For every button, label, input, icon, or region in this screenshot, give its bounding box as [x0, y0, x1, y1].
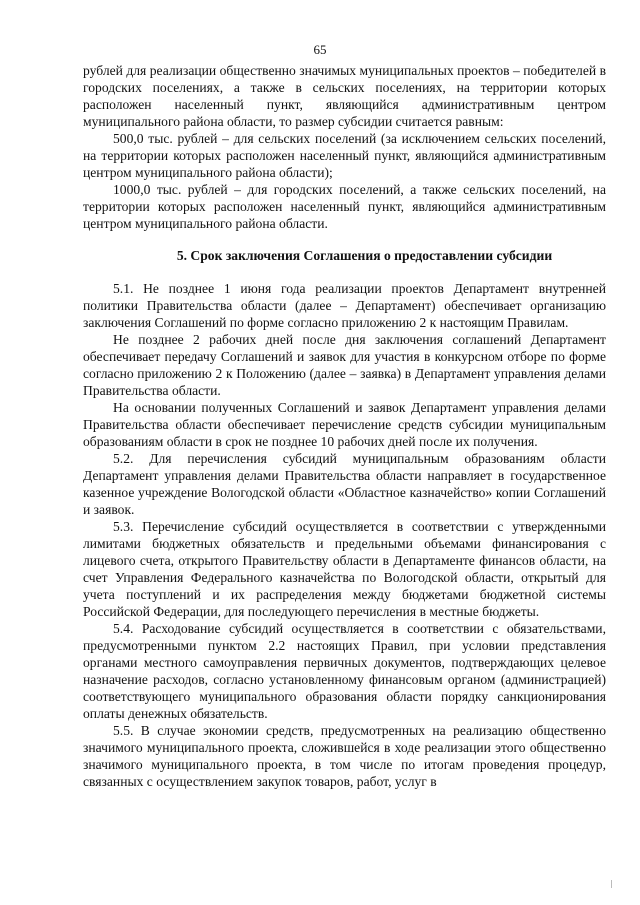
paragraph: 500,0 тыс. рублей – для сельских поселений (за исключением сельских поселений, на территории которых расположен населенный пункт, являющийся административным центром муниципального района области);: [83, 131, 606, 180]
page-number: 65: [313, 42, 327, 57]
paragraph: 5.5. В случае экономии средств, предусмотренных на реализацию общественно значимого муниципального проекта, сложившейся в ходе реализации этого общественно значимого муниципального проекта, в том числе по итогам проведения процедур, связанных с осуществлением закупок товаров, работ, услуг в: [83, 723, 606, 789]
paragraph: Не позднее 2 рабочих дней после дня заключения соглашений Департамент обеспечивает передачу Соглашений и заявок для участия в конкурсном отборе по форме согласно приложению 2 к Положению (далее – заявка) в Департамент управления делами Правительства области.: [83, 332, 606, 398]
paragraph: 1000,0 тыс. рублей – для городских поселений, а также сельских поселений, на территории которых расположен населенный пункт, являющийся административным центром муниципального района области.: [83, 182, 606, 231]
paragraph: 5.3. Перечисление субсидий осуществляется в соответствии с утвержденными лимитами бюджетных обязательств и предельными объемами финансирования с лицевого счета, открытого Правительству области в Департаменте финансов области, на счет Управления Федерального казначейства по Вологодской области, открытый для учета поступлений и их распределения между бюджетами бюджетной системы Российской Федерации, для последующего перечисления в местные бюджеты.: [83, 519, 606, 619]
paragraph: 5.4. Расходование субсидий осуществляется в соответствии с обязательствами, предусмотренными пунктом 2.2 настоящих Правил, при условии представления органами местного самоуправления первичных документов, подтверждающих целевое назначение расходов, согласно установленному финансовым органом (администрацией) соответствующего муниципального образования области порядку санкционирования оплаты денежных обязательств.: [83, 621, 606, 721]
paragraph: На основании полученных Соглашений и заявок Департамент управления делами Правительства области обеспечивает перечисление средств субсидии муниципальным образованиям области в срок не позднее 10 рабочих дней после их получения.: [83, 400, 606, 449]
paragraph: рублей для реализации общественно значимых муниципальных проектов – победителей в городских поселениях, а также в сельских поселениях, на территории которых расположен населенный пункт, являющийся административным центром муниципального района области, то размер субсидии считается равным:: [83, 63, 606, 129]
section-heading: 5. Срок заключения Соглашения о предоставлении субсидии: [176, 248, 553, 263]
scan-edge-mark: [611, 880, 612, 888]
paragraph: 5.2. Для перечисления субсидий муниципальным образованиям области Департамент управления делами Правительства области направляет в государственное казенное учреждение Вологодской области «Областное казначейство» копии Соглашений и заявок.: [83, 451, 606, 517]
document-body: [83, 62, 606, 790]
paragraph: 5.1. Не позднее 1 июня года реализации проектов Департамент внутренней политики Правительства области (далее – Департамент) обеспечивает организацию заключения Соглашений по форме согласно приложению 2 к настоящим Правилам.: [83, 281, 606, 330]
